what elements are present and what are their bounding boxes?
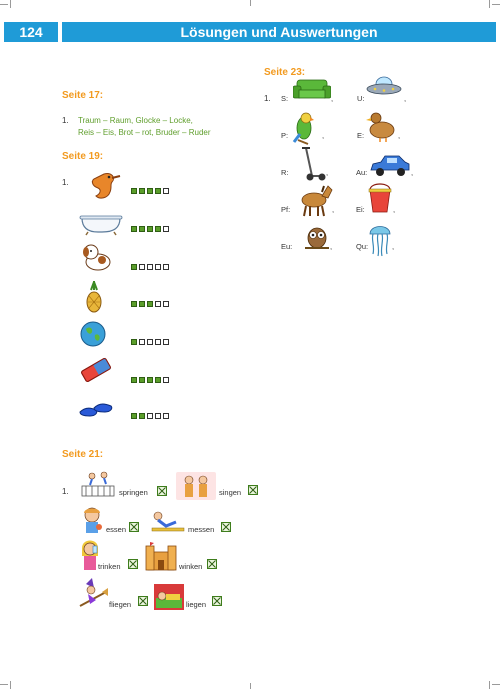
letter-box-empty [139, 264, 145, 270]
word-label: Au: [356, 168, 368, 177]
crop-mark [250, 683, 251, 689]
letter-box-empty [163, 339, 169, 345]
comma: , [411, 168, 414, 177]
letter-box-empty [147, 413, 153, 419]
letter-box-filled [139, 188, 145, 194]
letter-box-empty [139, 339, 145, 345]
letter-box-empty [147, 264, 153, 270]
answer-line: Reis – Eis, Brot – rot, Bruder – Ruder [78, 128, 211, 137]
comma: , [331, 94, 334, 103]
crop-mark [492, 684, 500, 685]
horse-icon [294, 182, 334, 218]
letter-box-empty [147, 339, 153, 345]
seahorse-icon [82, 170, 124, 202]
comma: , [404, 94, 407, 103]
comma: , [398, 131, 401, 140]
letter-box-empty [163, 188, 169, 194]
letter-box-filled [131, 377, 137, 383]
letter-box-empty [155, 264, 161, 270]
letter-box-filled [131, 339, 137, 345]
letter-box-filled [131, 264, 137, 270]
checkbox-checked [138, 596, 148, 606]
crop-mark [0, 684, 8, 685]
exercise-number: 1. [62, 178, 69, 187]
owl-icon [303, 224, 331, 252]
word-label: S: [281, 94, 289, 103]
singing-children-icon [176, 472, 216, 500]
exercise-number: 1. [62, 487, 69, 496]
letter-boxes [131, 226, 169, 232]
comma: , [330, 242, 333, 251]
checkbox-checked [129, 522, 139, 532]
comma: , [393, 205, 396, 214]
flying-witch-icon [76, 578, 110, 612]
letter-box-empty [163, 413, 169, 419]
letter-box-empty [155, 339, 161, 345]
word-label: messen [188, 525, 215, 534]
letter-box-filled [155, 188, 161, 194]
eraser-icon [78, 356, 114, 384]
letter-box-filled [155, 377, 161, 383]
castle-icon [144, 542, 178, 572]
letter-box-empty [155, 301, 161, 307]
letter-boxes [131, 301, 169, 307]
exercise-number: 1. [264, 94, 271, 103]
word-label: P: [281, 131, 289, 140]
pineapple-icon [83, 280, 105, 314]
comma: , [392, 242, 395, 251]
word-label: essen [106, 525, 127, 534]
bathtub-icon [78, 210, 124, 236]
word-label: trinken [98, 562, 121, 571]
exercise-number: 1. [62, 116, 69, 125]
checkbox-checked [248, 485, 258, 495]
word-label: Ei: [356, 205, 365, 214]
letter-box-filled [147, 377, 153, 383]
word-label: U: [357, 94, 365, 103]
word-label: fliegen [109, 600, 132, 609]
letter-boxes [131, 264, 169, 270]
comma: , [322, 131, 325, 140]
word-label: Qu: [356, 242, 369, 251]
crop-mark [492, 4, 500, 5]
letter-boxes [131, 377, 169, 383]
section-title-s23: Seite 23: [264, 67, 306, 78]
letter-box-filled [131, 413, 137, 419]
checkbox-checked [207, 559, 217, 569]
lying-boy-icon [154, 584, 184, 610]
letter-box-empty [163, 226, 169, 232]
checkbox-checked [128, 559, 138, 569]
letter-box-empty [155, 413, 161, 419]
page-title: Lösungen und Auswertungen [62, 22, 496, 42]
letter-box-filled [147, 226, 153, 232]
letter-boxes [131, 188, 169, 194]
eating-girl-icon [78, 505, 106, 535]
answer-line: Traum – Raum, Glocke – Locke, [78, 116, 193, 125]
crop-mark [10, 0, 11, 8]
letter-box-filled [131, 301, 137, 307]
letter-box-empty [163, 301, 169, 307]
ufo-icon [366, 76, 402, 98]
section-title-s17: Seite 17: [62, 90, 104, 101]
measuring-girl-icon [148, 508, 186, 532]
bucket-icon [366, 182, 394, 214]
parrot-icon [288, 110, 325, 146]
globe-icon [79, 320, 107, 348]
letter-box-filled [139, 377, 145, 383]
section-title-s19: Seite 19: [62, 151, 104, 162]
page-number: 124 [4, 22, 58, 42]
jumping-children-icon [80, 470, 118, 498]
letter-box-filled [155, 226, 161, 232]
shoes-icon [78, 398, 114, 422]
checkbox-checked [221, 522, 231, 532]
jellyfish-icon [368, 222, 395, 258]
crop-mark [250, 0, 251, 6]
word-label: Eu: [281, 242, 293, 251]
letter-box-filled [131, 226, 137, 232]
word-label: E: [357, 131, 365, 140]
letter-box-filled [147, 301, 153, 307]
crop-mark [0, 4, 8, 5]
crop-mark [489, 0, 490, 8]
checkbox-checked [212, 596, 222, 606]
crop-mark [489, 681, 490, 689]
letter-box-filled [131, 188, 137, 194]
letter-box-empty [163, 264, 169, 270]
comma: , [332, 205, 335, 214]
word-label: liegen [186, 600, 207, 609]
comma: , [326, 168, 329, 177]
car-icon [369, 154, 414, 178]
letter-boxes [131, 339, 169, 345]
word-label: Pf: [281, 205, 291, 214]
letter-box-filled [139, 413, 145, 419]
letter-box-filled [139, 301, 145, 307]
word-label: R: [281, 168, 289, 177]
letter-boxes [131, 413, 169, 419]
letter-box-filled [139, 226, 145, 232]
scooter-icon [298, 146, 329, 182]
checkbox-checked [157, 486, 167, 496]
word-label: springen [119, 488, 148, 497]
letter-box-filled [147, 188, 153, 194]
sofa-icon [293, 78, 334, 103]
dog-icon [80, 240, 116, 276]
section-title-s21: Seite 21: [62, 449, 104, 460]
crop-mark [10, 681, 11, 689]
word-label: singen [219, 488, 242, 497]
duck-icon [364, 110, 401, 142]
word-label: winken [179, 562, 203, 571]
letter-box-empty [163, 377, 169, 383]
